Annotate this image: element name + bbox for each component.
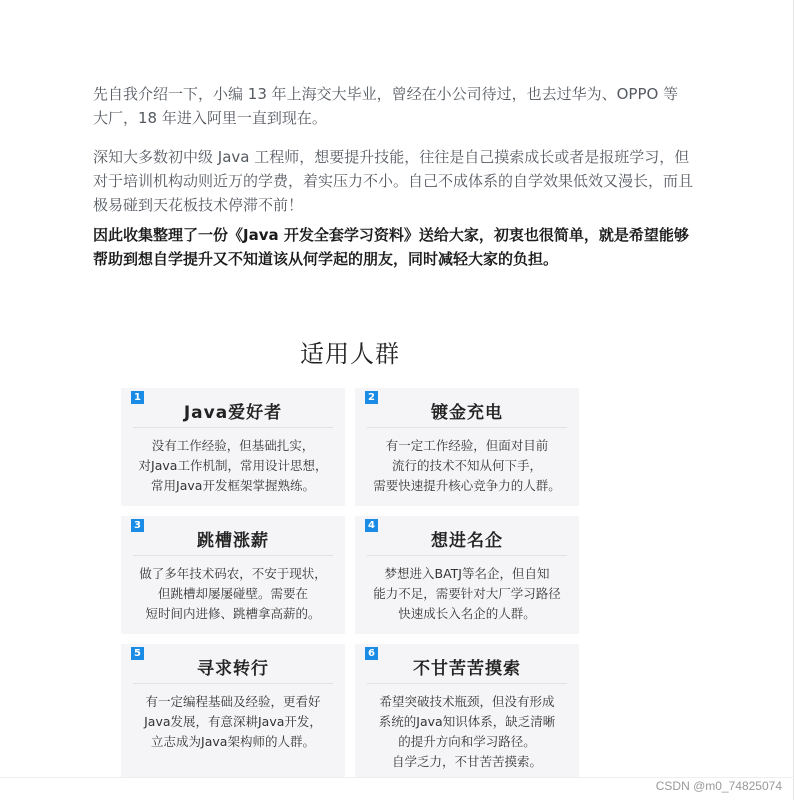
card-number-badge: 6 — [365, 647, 378, 660]
card-divider — [367, 427, 567, 428]
card-description: 没有工作经验，但基础扎实， 对Java工作机制，常用设计思想， 常用Java开发框架掌握熟练。 — [138, 438, 328, 493]
intro-paragraph-1: 先自我介绍一下，小编 13 年上海交大毕业，曾经在小公司待过，也去过华为、OPPO 等大厂，18 年进入阿里一直到现在。 — [93, 85, 679, 127]
card-description: 有一定编程基础及经验，更看好 Java发展，有意深耕Java开发， 立志成为Java架构师的人群。 — [144, 694, 322, 749]
card-divider — [133, 555, 333, 556]
intro-paragraph-3: 因此收集整理了一份《Java 开发全套学习资料》送给大家，初衷也很简单，就是希望能够帮助到想自学提升又不知道该从何学起的朋友，同时减轻大家的负担。 — [93, 226, 689, 268]
audience-card-1 — [121, 388, 345, 506]
card-title: 镀金充电 — [431, 403, 503, 423]
audience-card-2 — [355, 388, 579, 506]
card-divider — [133, 683, 333, 684]
card-title: Java爱好者 — [183, 403, 283, 423]
card-title: 不甘苦苦摸索 — [413, 659, 521, 679]
card-number-badge: 2 — [365, 391, 378, 404]
audience-card-6 — [355, 644, 579, 778]
card-divider — [367, 555, 567, 556]
intro-paragraph-2: 深知大多数初中级 Java 工程师，想要提升技能，往往是自己摸索成长或者是报班学习，但对于培训机构动则近万的学费，着实压力不小。自己不成体系的自学效果低效又漫长，而且极易碰到天花板技术停滞不前！ — [93, 148, 694, 214]
card-title: 寻求转行 — [197, 659, 269, 679]
card-number-badge: 1 — [131, 391, 144, 404]
card-description: 希望突破技术瓶颈，但没有形成 系统的Java知识体系，缺乏清晰 的提升方向和学习路径。 自学乏力，不甘苦苦摸索。 — [378, 694, 556, 769]
card-divider — [133, 427, 333, 428]
card-title: 跳槽涨薪 — [197, 531, 269, 551]
audience-card-4 — [355, 516, 579, 634]
card-number-badge: 5 — [131, 647, 144, 660]
card-number-badge: 4 — [365, 519, 378, 532]
card-description: 有一定工作经验，但面对目前 流行的技术不知从何下手， 需要快速提升核心竞争力的人群。 — [373, 438, 561, 493]
section-title: 适用人群 — [300, 340, 400, 368]
audience-card-5 — [121, 644, 345, 778]
card-divider — [367, 683, 567, 684]
card-description: 做了多年技术码农，不安于现状， 但跳槽却屡屡碰壁。需要在 短时间内进修、跳槽拿高薪的。 — [139, 566, 327, 621]
card-description: 梦想进入BATJ等名企，但自知 能力不足，需要针对大厂学习路径 快速成长入名企的人群。 — [373, 566, 561, 621]
audience-card-3 — [121, 516, 345, 634]
csdn-watermark: CSDN @m0_74825074 — [655, 779, 782, 793]
card-number-badge: 3 — [131, 519, 144, 532]
card-title: 想进名企 — [431, 531, 503, 551]
footer-divider — [0, 777, 794, 778]
